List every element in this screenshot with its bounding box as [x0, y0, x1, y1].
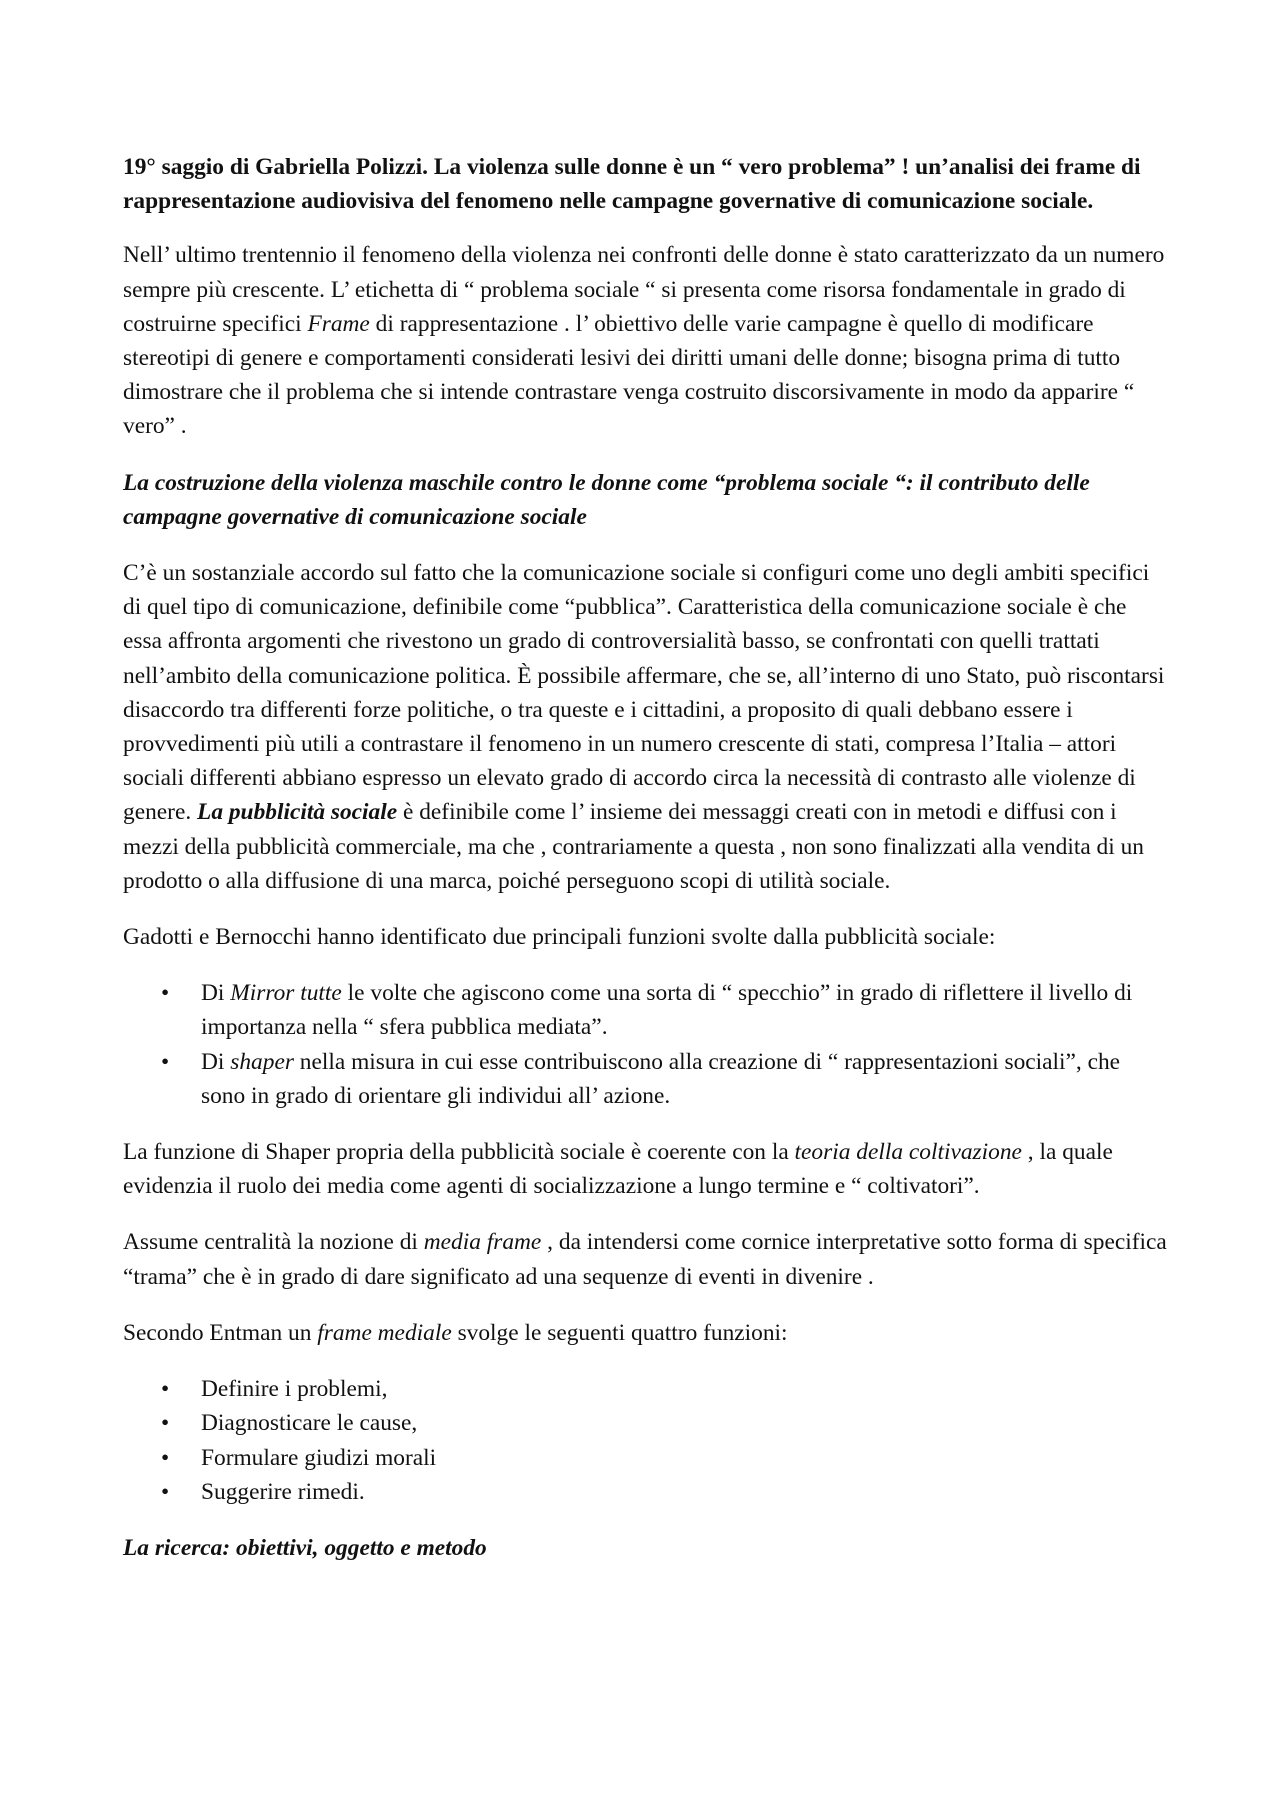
italic-term: shaper [230, 1048, 294, 1075]
bullet-icon: • [161, 1376, 170, 1403]
text-run: di rappresentazione . l’ obiettivo delle varie campagne è quello di modificare stereotipi di genere e comportamenti considerati lesivi dei diritti umani delle donne; bisogna prima di tutto dimostrare che il problema che si intende contrastare venga costruito discorsivamente in modo da apparire “ vero” . [123, 310, 1135, 440]
list-item [123, 1372, 1168, 1406]
italic-term: teoria della coltivazione [794, 1139, 1022, 1166]
functions-list [123, 976, 1168, 1113]
text-run: Nell’ ultimo trentennio il fenomeno della violenza nei confronti delle donne è stato caratterizzato da un numero sempre più crescente. L’ etichetta di “ problema sociale “ si presenta come risorsa fondamentale in grado di costruirne specifici [123, 242, 1165, 337]
text-run: Di [201, 1048, 231, 1075]
bullet-icon: • [161, 980, 170, 1007]
paragraph-functions-intro: Gadotti e Bernocchi hanno identificato due principali funzioni svolte dalla pubblicità sociale: [123, 924, 996, 951]
text-run: Di [201, 980, 231, 1007]
document-page [123, 150, 1168, 1587]
list-item [123, 1406, 1168, 1440]
italic-term: Mirror tutte [230, 980, 342, 1007]
paragraph-social-communication [123, 556, 1168, 898]
text-run: Secondo Entman un [123, 1319, 318, 1346]
section-heading: La ricerca: obiettivi, oggetto e metodo [123, 1534, 487, 1561]
text-run: , la quale evidenzia il ruolo dei media come agenti di socializzazione a lungo termine e “ coltivatori”. [123, 1139, 1113, 1200]
text-run: Assume centralità la nozione di [123, 1229, 424, 1256]
bullet-icon: • [161, 1444, 170, 1471]
list-item-text: Diagnosticare le cause, [201, 1410, 418, 1437]
text-run: C’è un sostanziale accordo sul fatto che la comunicazione sociale si configuri come uno degli ambiti specifici di quel tipo di comunicazione, definibile come “pubblica”. Caratteristica della comunicazione sociale è che essa affronta argomenti che rivestono un grado di controversialità basso, se confrontati con quelli trattati nell’ambito della comunicazione politica. È possibile affermare, che se, all’interno di uno Stato, può riscontarsi disaccordo tra differenti forze politiche, o tra queste e i cittadini, a proposito di quali debbano essere i provvedimenti più utili a contrastare il fenomeno in un numero crescente di stati, compresa l’Italia – attori sociali differenti abbiano espresso un elevato grado di accordo circa la necessità di contrasto alle violenze di genere. [123, 560, 1165, 826]
text-run: nella misura in cui esse contribuiscono alla creazione di “ rappresentazioni sociali”, che sono in grado di orientare gli individui all’ azione. [201, 1048, 1121, 1109]
list-item [123, 1441, 1168, 1475]
frame-functions-list [123, 1372, 1168, 1509]
paragraph-cultivation-theory [123, 1135, 1168, 1203]
list-item [123, 1475, 1168, 1509]
list-item-text: Suggerire rimedi. [201, 1478, 365, 1505]
list-item-text: Definire i problemi, [201, 1376, 388, 1403]
paragraph-entman [123, 1316, 1168, 1350]
list-item-text: Formulare giudizi morali [201, 1444, 437, 1471]
paragraph-intro [123, 238, 1168, 443]
list-item [123, 976, 1168, 1044]
document-title: 19° saggio di Gabriella Polizzi. La violenza sulle donne è un “ vero problema” ! un’analisi dei frame di rappresentazione audiovisiva del fenomeno nelle campagne governative di comunicazione sociale. [123, 154, 1141, 215]
italic-term: media frame [423, 1229, 542, 1256]
bullet-icon: • [161, 1478, 170, 1505]
section-heading: La costruzione della violenza maschile contro le donne come “problema sociale “: il contributo delle campagne governative di comunicazione sociale [123, 469, 1090, 530]
bold-italic-term: La pubblicità sociale [197, 799, 398, 826]
bullet-icon: • [161, 1410, 170, 1437]
text-run: La funzione di Shaper propria della pubblicità sociale è coerente con la [123, 1139, 795, 1166]
text-run: , da intendersi come cornice interpretative sotto forma di specifica “trama” che è in grado di dare significato ad una sequenze di eventi in divenire . [123, 1229, 1167, 1290]
paragraph-media-frame [123, 1225, 1168, 1293]
text-run: è definibile come l’ insieme dei messaggi creati con in metodi e diffusi con i mezzi della pubblicità commerciale, ma che , contrariamente a questa , non sono finalizzati alla vendita di un prodotto o alla diffusione di una marca, poiché perseguono scopi di utilità sociale. [123, 799, 1144, 894]
list-item [123, 1045, 1168, 1113]
italic-term: Frame [307, 310, 370, 337]
bullet-icon: • [161, 1048, 170, 1075]
text-run: le volte che agiscono come una sorta di “ specchio” in grado di riflettere il livello di importanza nella “ sfera pubblica mediata”. [201, 980, 1133, 1041]
text-run: svolge le seguenti quattro funzioni: [451, 1319, 788, 1346]
italic-term: frame mediale [317, 1319, 452, 1346]
